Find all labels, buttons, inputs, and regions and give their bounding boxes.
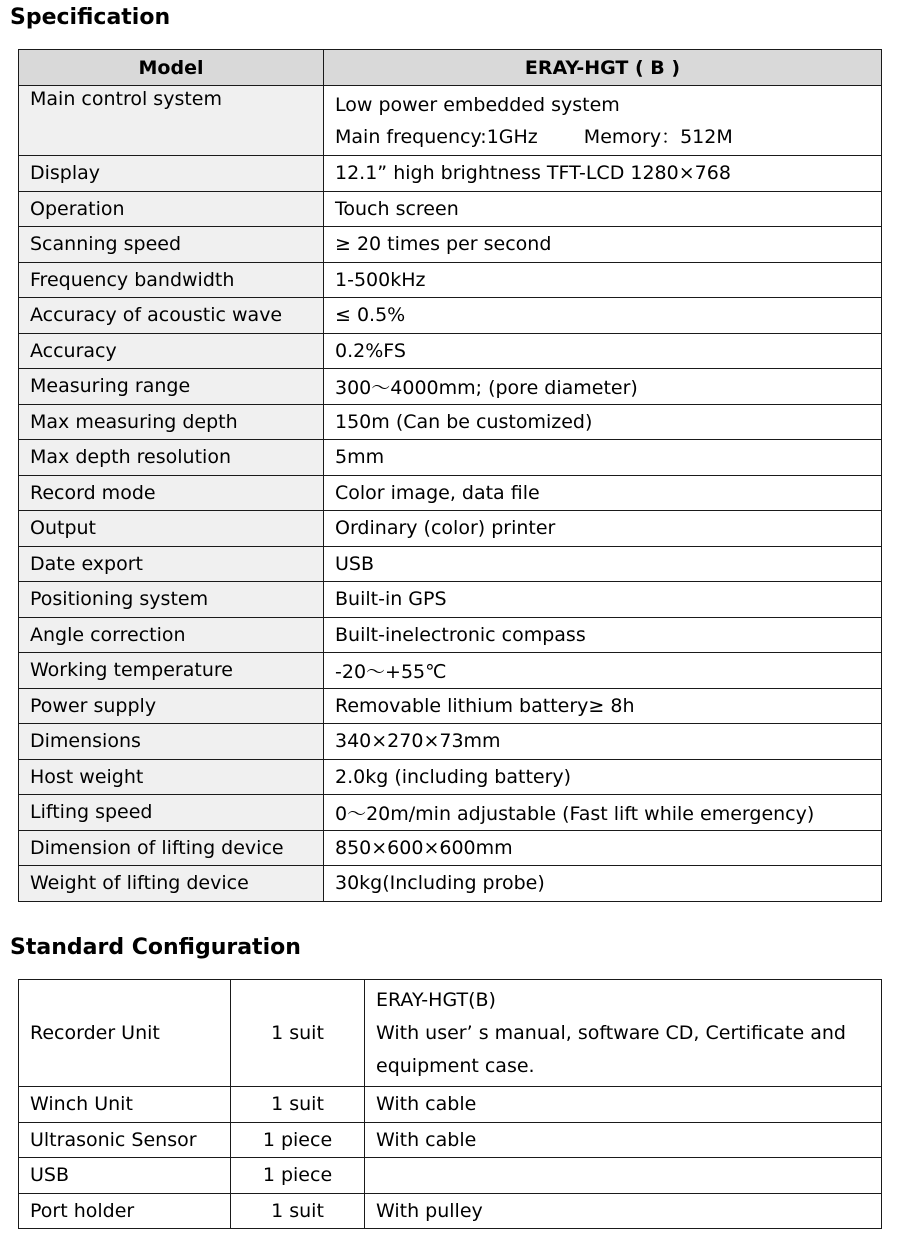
spec-label: Accuracy of acoustic wave xyxy=(19,298,324,334)
config-item: Recorder Unit xyxy=(19,980,231,1087)
config-description: With cable xyxy=(365,1087,882,1123)
spec-label: Host weight xyxy=(19,759,324,795)
spec-label: Max measuring depth xyxy=(19,404,324,440)
configuration-table xyxy=(18,979,882,1229)
spec-row xyxy=(19,369,882,405)
spec-row xyxy=(19,440,882,476)
specification-table xyxy=(18,49,882,902)
spec-row xyxy=(19,582,882,618)
specification-heading: Specification xyxy=(10,5,171,30)
spec-label: Date export xyxy=(19,546,324,582)
config-quantity: 1 suit xyxy=(231,1087,365,1123)
spec-label: Angle correction xyxy=(19,617,324,653)
spec-value: 850×600×600mm xyxy=(324,830,882,866)
spec-label: Scanning speed xyxy=(19,227,324,263)
config-quantity: 1 suit xyxy=(231,980,365,1087)
config-quantity: 1 suit xyxy=(231,1193,365,1229)
config-description: With pulley xyxy=(365,1193,882,1229)
spec-label: Dimension of lifting device xyxy=(19,830,324,866)
main-control-specs-line xyxy=(335,121,870,153)
config-row xyxy=(19,1122,882,1158)
spec-row xyxy=(19,404,882,440)
main-frequency-text: Main frequency:1GHz xyxy=(335,125,538,148)
spec-row xyxy=(19,866,882,902)
spec-row xyxy=(19,617,882,653)
spec-value: 340×270×73mm xyxy=(324,724,882,760)
spec-label: Frequency bandwidth xyxy=(19,262,324,298)
main-control-line: Low power embedded system xyxy=(335,93,620,116)
spec-label: Weight of lifting device xyxy=(19,866,324,902)
spec-label: Display xyxy=(19,156,324,192)
spec-label: Output xyxy=(19,511,324,547)
config-row-recorder-unit xyxy=(19,980,882,1087)
config-description xyxy=(365,1158,882,1194)
spec-label: Accuracy xyxy=(19,333,324,369)
spec-row xyxy=(19,724,882,760)
spec-label: Power supply xyxy=(19,688,324,724)
spec-value: 0.2%FS xyxy=(324,333,882,369)
config-quantity: 1 piece xyxy=(231,1122,365,1158)
recorder-includes-line: With user’ s manual, software CD, Certificate and equipment case. xyxy=(376,1021,846,1077)
spec-value: ≥ 20 times per second xyxy=(324,227,882,263)
spec-label: Lifting speed xyxy=(19,795,324,831)
spec-row xyxy=(19,546,882,582)
spec-value: -20～+55℃ xyxy=(324,653,882,689)
standard-configuration-heading: Standard Configuration xyxy=(10,935,301,960)
spec-value: Built-inelectronic compass xyxy=(324,617,882,653)
spec-label: Positioning system xyxy=(19,582,324,618)
spec-label: Operation xyxy=(19,191,324,227)
spec-label: Record mode xyxy=(19,475,324,511)
spec-label: Working temperature xyxy=(19,653,324,689)
config-row xyxy=(19,1158,882,1194)
spec-label: Max depth resolution xyxy=(19,440,324,476)
config-description: With cable xyxy=(365,1122,882,1158)
spec-row xyxy=(19,759,882,795)
spec-value: 0～20m/min adjustable (Fast lift while emergency) xyxy=(324,795,882,831)
spec-value xyxy=(324,86,882,156)
spec-value: Ordinary (color) printer xyxy=(324,511,882,547)
spec-row xyxy=(19,475,882,511)
spec-value: Built-in GPS xyxy=(324,582,882,618)
config-item: Ultrasonic Sensor xyxy=(19,1122,231,1158)
spec-value: 2.0kg (including battery) xyxy=(324,759,882,795)
spec-value: 30kg(Including probe) xyxy=(324,866,882,902)
spec-value: ≤ 0.5% xyxy=(324,298,882,334)
spec-row-main-control-system xyxy=(19,86,882,156)
spec-row xyxy=(19,227,882,263)
config-description xyxy=(365,980,882,1087)
spec-row xyxy=(19,298,882,334)
spec-row xyxy=(19,830,882,866)
memory-text: Memory：512M xyxy=(583,125,733,148)
spec-header-row xyxy=(19,50,882,86)
spec-row xyxy=(19,795,882,831)
spec-label: Main control system xyxy=(19,86,324,156)
config-row xyxy=(19,1193,882,1229)
spec-value: Touch screen xyxy=(324,191,882,227)
spec-header-model-label: Model xyxy=(19,50,324,86)
recorder-model-line: ERAY-HGT(B) xyxy=(376,988,496,1011)
config-quantity: 1 piece xyxy=(231,1158,365,1194)
spec-label: Dimensions xyxy=(19,724,324,760)
spec-row xyxy=(19,191,882,227)
spec-row xyxy=(19,156,882,192)
config-item: USB xyxy=(19,1158,231,1194)
spec-value: 1-500kHz xyxy=(324,262,882,298)
spec-row xyxy=(19,333,882,369)
spec-row xyxy=(19,688,882,724)
spec-row xyxy=(19,511,882,547)
spec-value: 300～4000mm; (pore diameter) xyxy=(324,369,882,405)
spec-value: 12.1” high brightness TFT-LCD 1280×768 xyxy=(324,156,882,192)
spec-label: Measuring range xyxy=(19,369,324,405)
config-item: Port holder xyxy=(19,1193,231,1229)
spec-row xyxy=(19,262,882,298)
spec-value: 5mm xyxy=(324,440,882,476)
spec-row xyxy=(19,653,882,689)
spec-header-model-value: ERAY-HGT ( B ) xyxy=(324,50,882,86)
spec-value: Color image, data file xyxy=(324,475,882,511)
spec-value: USB xyxy=(324,546,882,582)
config-row xyxy=(19,1087,882,1123)
spec-value: Removable lithium battery≥ 8h xyxy=(324,688,882,724)
spec-value: 150m (Can be customized) xyxy=(324,404,882,440)
config-item: Winch Unit xyxy=(19,1087,231,1123)
